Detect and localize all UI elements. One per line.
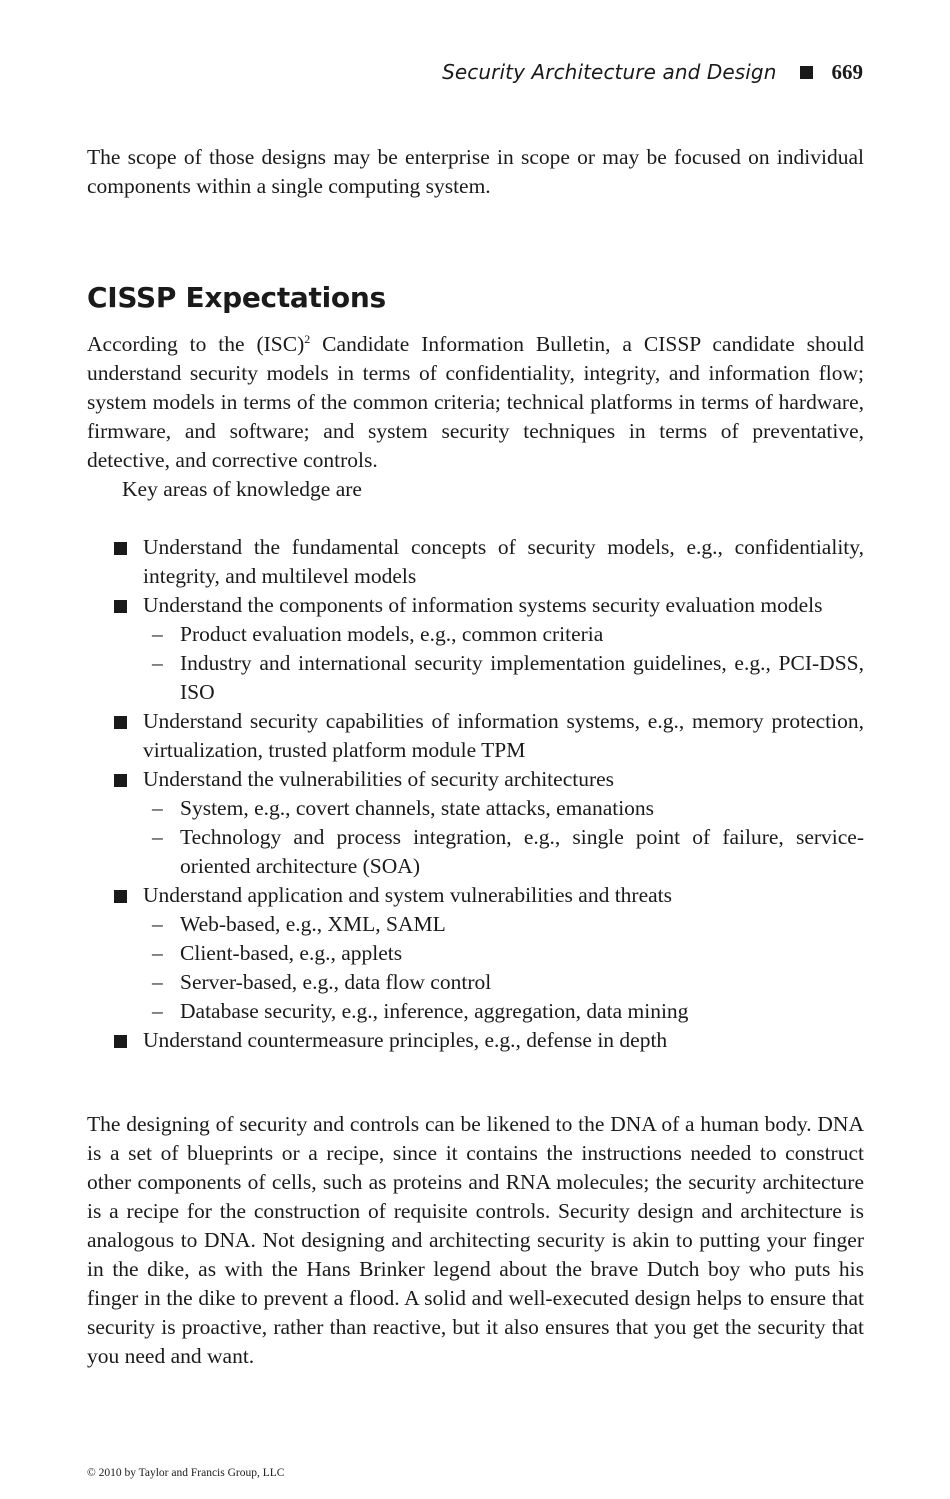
para-text-before: According to the (ISC) [87, 332, 305, 356]
list-item-text: Understand the components of information systems security evaluation models [143, 593, 823, 617]
square-bullet-icon [114, 600, 127, 613]
sub-list-item [143, 649, 864, 707]
closing-paragraph: The designing of security and controls can be likened to the DNA of a human body. DNA is a set of blueprints or a recipe, since it contains the instructions needed to construct other components of cells, such as proteins and RNA molecules; the security architecture is a recipe for the construction of requisite controls. Security design and architecture is analogous to DNA. Not designing and architecting security is akin to putting your finger in the dike, as with the Hans Brinker legend about the brave Dutch boy who puts his finger in the dike to prevent a flood. A solid and well-executed design helps to ensure that security is proactive, rather than reactive, but it also ensures that you get the security that you need and want. [87, 1112, 864, 1368]
list-item-text: Understand countermeasure principles, e.g., defense in depth [143, 1028, 668, 1052]
sub-list-item [143, 823, 864, 881]
list-item-text: Understand application and system vulnerabilities and threats [143, 883, 672, 907]
dash-bullet-icon: – [152, 999, 163, 1023]
sub-list-item [143, 997, 864, 1026]
list-item-text: Understand the vulnerabilities of security architectures [143, 767, 615, 791]
square-bullet-icon [114, 774, 127, 787]
sub-list [143, 910, 864, 1026]
dash-bullet-icon: – [152, 941, 163, 965]
sub-list-item-text: Server-based, e.g., data flow control [180, 970, 492, 994]
dash-bullet-icon: – [152, 912, 163, 936]
sub-list-item-text: Product evaluation models, e.g., common criteria [180, 622, 604, 646]
sub-list-item [143, 620, 864, 649]
sub-list-item [143, 910, 864, 939]
sub-list-item-text: Web-based, e.g., XML, SAML [180, 912, 446, 936]
sub-list-item-text: Technology and process integration, e.g., single point of failure, service-oriented architecture (SOA) [180, 825, 864, 878]
sub-list [143, 794, 864, 881]
square-bullet-icon [114, 716, 127, 729]
list-item [87, 707, 864, 765]
list-item [87, 765, 864, 881]
square-bullet-icon [114, 542, 127, 555]
list-item [87, 881, 864, 1026]
sub-list-item-text: Client-based, e.g., applets [180, 941, 403, 965]
list-item-text: Understand the fundamental concepts of security models, e.g., confidentiality, integrity, and multilevel models [143, 535, 864, 588]
intro-paragraph: The scope of those designs may be enterprise in scope or may be focused on individual components within a single computing system. [87, 145, 864, 198]
section-heading: CISSP Expectations [87, 281, 386, 314]
sub-list-item [143, 794, 864, 823]
dash-bullet-icon: – [152, 970, 163, 994]
sub-list [143, 620, 864, 707]
dash-bullet-icon: – [152, 651, 163, 675]
list-item [87, 591, 864, 707]
square-bullet-icon [800, 66, 813, 79]
sub-list-item-text: Industry and international security implementation guidelines, e.g., PCI-DSS, ISO [180, 651, 864, 704]
sub-list-item [143, 939, 864, 968]
sub-list-item-text: Database security, e.g., inference, aggregation, data mining [180, 999, 689, 1023]
running-title: Security Architecture and Design [442, 60, 777, 84]
sub-list-item-text: System, e.g., covert channels, state attacks, emanations [180, 796, 655, 820]
list-item-text: Understand security capabilities of information systems, e.g., memory protection, virtualization, trusted platform module TPM [143, 709, 864, 762]
superscript: 2 [304, 332, 311, 346]
running-head [442, 60, 863, 85]
dash-bullet-icon: – [152, 622, 163, 646]
page-number: 669 [831, 60, 863, 84]
square-bullet-icon [114, 890, 127, 903]
para-text-after: Candidate Information Bulletin, a CISSP candidate should understand security models in terms of confidentiality, integrity, and information flow; system models in terms of the common criteria; technical platforms in terms of hardware, firmware, and software; and system security techniques in terms of preventative, detective, and corrective controls. [87, 332, 864, 472]
expectations-paragraph [87, 330, 864, 475]
sub-list-item [143, 968, 864, 997]
key-areas-list [87, 533, 864, 1055]
copyright-footer: © 2010 by Taylor and Francis Group, LLC [87, 1467, 285, 1479]
square-bullet-icon [114, 1035, 127, 1048]
list-item [87, 533, 864, 591]
dash-bullet-icon: – [152, 796, 163, 820]
list-item [87, 1026, 864, 1055]
key-areas-intro: Key areas of knowledge are [122, 477, 362, 501]
dash-bullet-icon: – [152, 825, 163, 849]
